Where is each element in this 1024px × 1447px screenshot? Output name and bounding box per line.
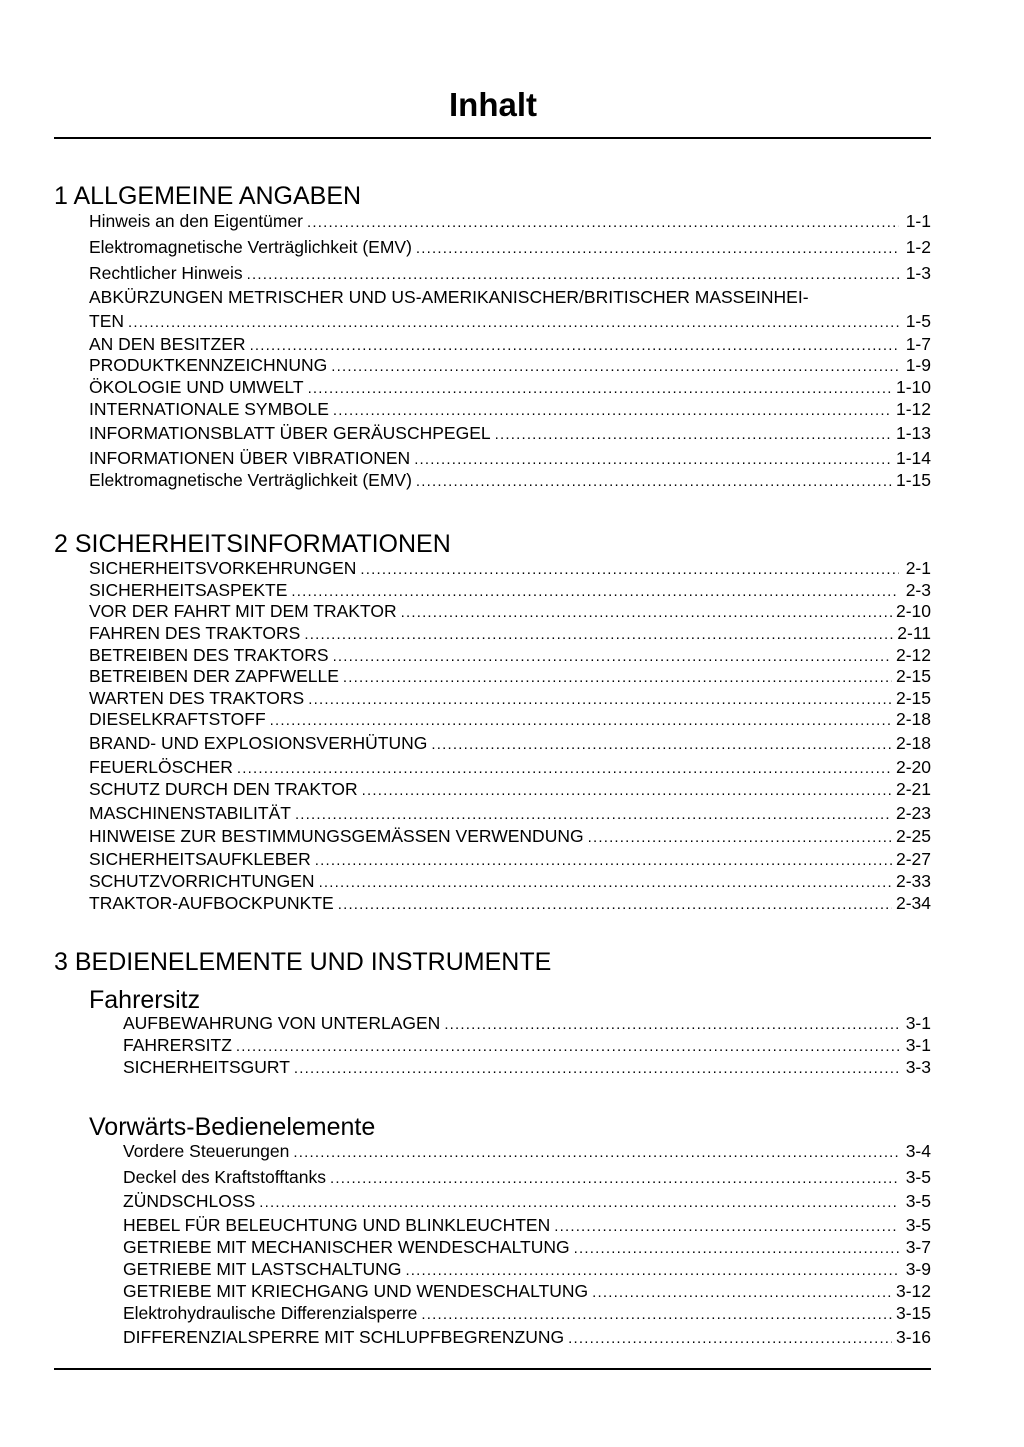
toc-entry-title: SICHERHEITSASPEKTE: [89, 580, 288, 600]
toc-entry[interactable]: [123, 1141, 931, 1163]
toc-entry-title: Deckel des Kraftstofftanks: [123, 1167, 326, 1187]
toc-entry-page: 3-7: [905, 1237, 931, 1257]
toc-entry-title: INFORMATIONSBLATT ÜBER GERÄUSCHPEGEL: [89, 423, 491, 443]
dot-leader: [495, 426, 892, 443]
dot-leader: [416, 473, 892, 490]
toc-entry[interactable]: [89, 709, 931, 731]
toc-entry-page: 1-3: [905, 263, 931, 283]
toc-entry-page: 3-5: [905, 1191, 931, 1211]
toc-entry-page: 2-12: [895, 645, 931, 665]
toc-entry-page: 2-33: [895, 871, 931, 891]
toc-entry-page: 2-21: [895, 779, 931, 799]
dot-leader: [401, 604, 892, 621]
dot-leader: [331, 358, 899, 375]
toc-entry[interactable]: [123, 1237, 931, 1259]
toc-entry[interactable]: [89, 779, 931, 801]
toc-entry-page: 3-16: [895, 1327, 931, 1347]
toc-entry-title: GETRIEBE MIT MECHANISCHER WENDESCHALTUNG: [123, 1237, 570, 1257]
dot-leader: [237, 760, 892, 777]
toc-entry[interactable]: [89, 871, 931, 893]
toc-entry[interactable]: [89, 666, 931, 688]
toc-entry-page: 3-1: [905, 1013, 931, 1033]
dot-leader: [431, 736, 892, 753]
toc-entry[interactable]: [123, 1327, 931, 1349]
toc-entry-title: HEBEL FÜR BELEUCHTUNG UND BLINKLEUCHTEN: [123, 1215, 551, 1235]
dot-leader: [333, 648, 892, 665]
toc-entry[interactable]: [89, 803, 931, 825]
toc-entry-page: 2-34: [895, 893, 931, 913]
dot-leader: [308, 691, 892, 708]
section-heading-3: 3 BEDIENELEMENTE UND INSTRUMENTE: [54, 948, 552, 976]
page-title: Inhalt: [449, 86, 537, 123]
toc-entry-page: 2-25: [895, 826, 931, 846]
toc-entry[interactable]: [89, 688, 931, 710]
toc-entry[interactable]: [89, 601, 931, 623]
toc-entry[interactable]: [89, 733, 931, 755]
toc-entry-title: HINWEISE ZUR BESTIMMUNGSGEMÄSSEN VERWENDUNG: [89, 826, 584, 846]
dot-leader: [259, 1194, 899, 1211]
toc-entry-page: 1-14: [895, 448, 931, 468]
section-heading-2: 2 SICHERHEITSINFORMATIONEN: [54, 530, 451, 558]
toc-entry-page: 2-1: [905, 558, 931, 578]
dot-leader: [291, 583, 899, 600]
dot-leader: [414, 451, 892, 468]
toc-entry-title: BRAND- UND EXPLOSIONSVERHÜTUNG: [89, 733, 428, 753]
toc-entry-title: INFORMATIONEN ÜBER VIBRATIONEN: [89, 448, 411, 468]
toc-entry[interactable]: [89, 211, 931, 233]
toc-entry-page: 3-1: [905, 1035, 931, 1055]
toc-entry-title: SCHUTZVORRICHTUNGEN: [89, 871, 315, 891]
dot-leader: [444, 1016, 899, 1033]
dot-leader: [360, 561, 899, 578]
dot-leader: [574, 1240, 899, 1257]
dot-leader: [236, 1038, 899, 1055]
toc-entry-page: 2-18: [895, 733, 931, 753]
toc-entry-title: Hinweis an den Eigentümer: [89, 211, 304, 231]
toc-entry-title: FAHREN DES TRAKTORS: [89, 623, 301, 643]
subsection-heading-vorwaerts: Vorwärts-Bedienelemente: [89, 1113, 376, 1141]
toc-entry[interactable]: [89, 334, 931, 356]
toc-entry-page: 2-23: [895, 803, 931, 823]
toc-entry-title: SCHUTZ DURCH DEN TRAKTOR: [89, 779, 358, 799]
toc-entry[interactable]: [123, 1191, 931, 1213]
toc-entry-page: 1-1: [905, 211, 931, 231]
toc-entry-page: 1-13: [895, 423, 931, 443]
dot-leader: [319, 874, 892, 891]
toc-entry-title: VOR DER FAHRT MIT DEM TRAKTOR: [89, 601, 397, 621]
dot-leader: [592, 1284, 892, 1301]
toc-entry-title: GETRIEBE MIT LASTSCHALTUNG: [123, 1259, 402, 1279]
toc-entry[interactable]: [89, 377, 931, 399]
toc-entry-title: SICHERHEITSAUFKLEBER: [89, 849, 311, 869]
top-rule: [54, 137, 931, 139]
toc-entry[interactable]: [123, 1281, 931, 1303]
toc-entry-page: 3-15: [895, 1303, 931, 1323]
toc-entry-title: BETREIBEN DER ZAPFWELLE: [89, 666, 339, 686]
dot-leader: [421, 1306, 892, 1323]
toc-entry[interactable]: [123, 1259, 931, 1281]
toc-entry[interactable]: [89, 826, 931, 848]
toc-entry-title: DIESELKRAFTSTOFF: [89, 709, 266, 729]
toc-entry-title: FAHRERSITZ: [123, 1035, 232, 1055]
toc-entry[interactable]: [89, 580, 931, 602]
toc-entry-title: ÖKOLOGIE UND UMWELT: [89, 377, 304, 397]
toc-entry-page: 1-2: [905, 237, 931, 257]
toc-entry-page: 3-9: [905, 1259, 931, 1279]
toc-entry-title: BETREIBEN DES TRAKTORS: [89, 645, 329, 665]
toc-entry[interactable]: [123, 1167, 931, 1189]
toc-entry-page: 2-20: [895, 757, 931, 777]
toc-entry-title: TEN: [89, 311, 124, 331]
toc-entry[interactable]: [123, 1303, 931, 1325]
toc-entry-title-line1[interactable]: ABKÜRZUNGEN METRISCHER UND US-AMERIKANISCHER/BRITISCHER MASSEINHEI-: [89, 287, 809, 307]
toc-entry-title: Elektrohydraulische Differenzialsperre: [123, 1303, 418, 1323]
dot-leader: [568, 1330, 892, 1347]
toc-entry[interactable]: [89, 423, 931, 445]
toc-entry-page: 1-5: [905, 311, 931, 331]
dot-leader: [294, 1060, 899, 1077]
toc-entry[interactable]: [89, 757, 931, 779]
dot-leader: [304, 626, 893, 643]
toc-entry-page: 3-5: [905, 1167, 931, 1187]
toc-entry-page: 3-4: [905, 1141, 931, 1161]
dot-leader: [405, 1262, 899, 1279]
toc-entry[interactable]: [89, 623, 931, 645]
dot-leader: [250, 337, 899, 354]
toc-entry-title: MASCHINENSTABILITÄT: [89, 803, 291, 823]
toc-entry-page: 3-3: [905, 1057, 931, 1077]
toc-entry-title: DIFFERENZIALSPERRE MIT SCHLUPFBEGRENZUNG: [123, 1327, 565, 1347]
toc-entry-page: 2-15: [895, 688, 931, 708]
dot-leader: [128, 314, 899, 331]
toc-entry-page: 1-7: [905, 334, 931, 354]
toc-entry-page: 3-5: [905, 1215, 931, 1235]
toc-entry-title: SICHERHEITSVORKEHRUNGEN: [89, 558, 357, 578]
toc-entry-page: 1-9: [905, 355, 931, 375]
dot-leader: [308, 380, 892, 397]
toc-entry[interactable]: [123, 1215, 931, 1237]
dot-leader: [554, 1218, 899, 1235]
toc-entry[interactable]: [123, 1057, 931, 1079]
toc-entry-title: WARTEN DES TRAKTORS: [89, 688, 305, 708]
toc-entry-title: FEUERLÖSCHER: [89, 757, 233, 777]
toc-entry[interactable]: [89, 645, 931, 667]
toc-entry[interactable]: [89, 355, 931, 377]
toc-entry[interactable]: [123, 1035, 931, 1057]
toc-entry-title: AUFBEWAHRUNG VON UNTERLAGEN: [123, 1013, 441, 1033]
toc-entry[interactable]: [89, 263, 931, 285]
toc-entry-page: 1-10: [895, 377, 931, 397]
toc-entry-title: GETRIEBE MIT KRIECHGANG UND WENDESCHALTUNG: [123, 1281, 589, 1301]
toc-entry[interactable]: [89, 470, 931, 492]
toc-entry-title: AN DEN BESITZER: [89, 334, 246, 354]
dot-leader: [293, 1144, 899, 1161]
toc-entry[interactable]: [89, 311, 931, 333]
toc-entry-title: SICHERHEITSGURT: [123, 1057, 290, 1077]
section-heading-1: 1 ALLGEMEINE ANGABEN: [54, 182, 362, 210]
toc-entry-page: 2-18: [895, 709, 931, 729]
toc-entry[interactable]: [89, 893, 931, 915]
dot-leader: [362, 782, 892, 799]
toc-entry[interactable]: [89, 849, 931, 871]
dot-leader: [295, 806, 892, 823]
toc-entry[interactable]: [89, 558, 931, 580]
toc-entry-title: ZÜNDSCHLOSS: [123, 1191, 256, 1211]
dot-leader: [307, 214, 899, 231]
toc-entry-title: INTERNATIONALE SYMBOLE: [89, 399, 329, 419]
dot-leader: [416, 240, 899, 257]
subsection-heading-fahrersitz: Fahrersitz: [89, 986, 201, 1014]
toc-entry-title: Rechtlicher Hinweis: [89, 263, 243, 283]
toc-entry-title: TRAKTOR-AUFBOCKPUNKTE: [89, 893, 334, 913]
toc-entry-title: Vordere Steuerungen: [123, 1141, 290, 1161]
dot-leader: [333, 402, 892, 419]
toc-entry-title: PRODUKTKENNZEICHNUNG: [89, 355, 328, 375]
toc-entry-page: 2-3: [905, 580, 931, 600]
toc-entry[interactable]: [89, 448, 931, 470]
dot-leader: [247, 266, 899, 283]
toc-entry[interactable]: [89, 399, 931, 421]
dot-leader: [330, 1170, 899, 1187]
bottom-rule: [54, 1368, 931, 1370]
toc-entry-title: Elektromagnetische Verträglichkeit (EMV): [89, 470, 412, 490]
dot-leader: [588, 829, 892, 846]
toc-entry-page: 2-11: [897, 623, 931, 643]
dot-leader: [343, 669, 892, 686]
toc-entry[interactable]: [89, 237, 931, 259]
toc-entry-page: 2-27: [895, 849, 931, 869]
toc-entry[interactable]: [123, 1013, 931, 1035]
toc-entry-title: Elektromagnetische Verträglichkeit (EMV): [89, 237, 412, 257]
dot-leader: [338, 896, 892, 913]
toc-entry-page: 2-10: [895, 601, 931, 621]
dot-leader: [315, 852, 892, 869]
dot-leader: [270, 712, 892, 729]
toc-entry-page: 1-12: [895, 399, 931, 419]
toc-entry-page: 2-15: [895, 666, 931, 686]
toc-entry-page: 3-12: [895, 1281, 931, 1301]
toc-entry-page: 1-15: [895, 470, 931, 490]
